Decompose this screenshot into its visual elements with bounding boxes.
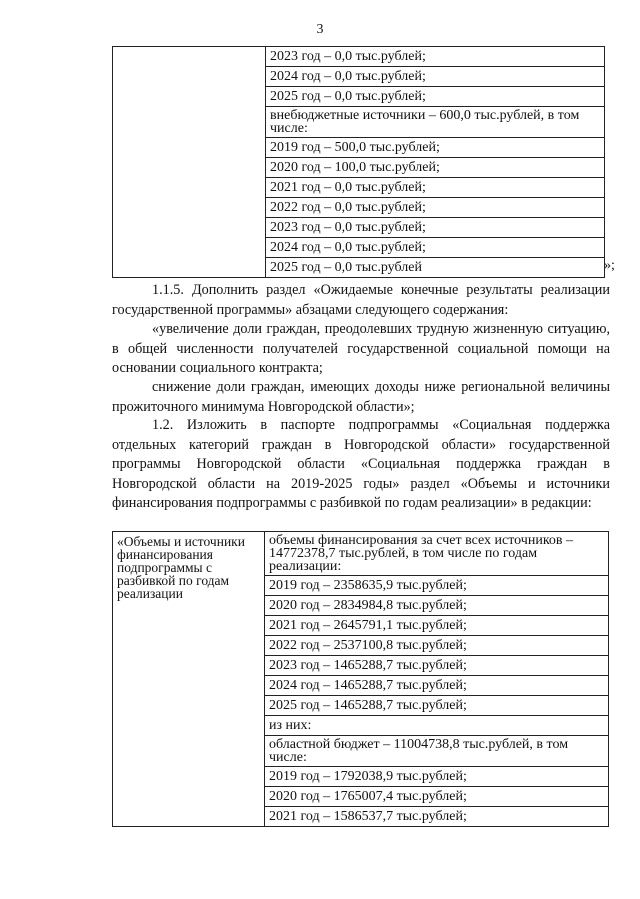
table-left-cell xyxy=(113,532,265,827)
table-right-cell xyxy=(265,532,609,827)
table-line: 2021 год – 0,0 тыс.рублей; xyxy=(266,178,604,198)
table-line: 2022 год – 2537100,8 тыс.рублей; xyxy=(265,636,608,656)
table-line: 2022 год – 0,0 тыс.рублей; xyxy=(266,198,604,218)
table-line: 2023 год – 1465288,7 тыс.рублей; xyxy=(265,656,608,676)
table-row xyxy=(113,532,609,827)
table-line: 2019 год – 500,0 тыс.рублей; xyxy=(266,138,604,158)
paragraph-1-2: 1.2. Изложить в паспорте подпрограммы «Социальная поддержка отдельных категорий граждан в Новгородской области» государственной программы Новгородской области «Социальная поддержка граждан в Новгородской области на 2019-2025 годы» раздел «Объемы и источники финансирования подпрограммы с разбивкой по годам реализации» в редакции: xyxy=(112,417,610,511)
funding-table-continued xyxy=(112,46,605,278)
table-line: 2024 год – 0,0 тыс.рублей; xyxy=(266,238,604,258)
table-left-text: «Объемы и источники финансирования подпрограммы с разбивкой по годам реализации xyxy=(117,534,245,601)
paragraph-1-1-5: 1.1.5. Дополнить раздел «Ожидаемые конечные результаты реализации государственной программы» абзацами следующего содержания: xyxy=(112,282,610,318)
table-line: 2024 год – 1465288,7 тыс.рублей; xyxy=(265,676,608,696)
table-line: 2025 год – 0,0 тыс.рублей xyxy=(270,260,422,275)
table-left-cell xyxy=(113,47,266,278)
table-line: из них: xyxy=(265,716,608,736)
table-line: 2023 год – 0,0 тыс.рублей; xyxy=(266,218,604,238)
table-line: 2021 год – 2645791,1 тыс.рублей; xyxy=(265,616,608,636)
table-right-cell xyxy=(266,47,605,278)
table-line: 2024 год – 0,0 тыс.рублей; xyxy=(266,67,604,87)
table-closing-quote: »; xyxy=(604,258,615,273)
table-line: 2025 год – 1465288,7 тыс.рублей; xyxy=(265,696,608,716)
table-line: 2020 год – 2834984,8 тыс.рублей; xyxy=(265,596,608,616)
funding-table xyxy=(112,531,609,827)
table-line: 2023 год – 0,0 тыс.рублей; xyxy=(266,47,604,67)
page-number: 3 xyxy=(316,22,324,37)
table-line: 2021 год – 1586537,7 тыс.рублей; xyxy=(269,809,467,824)
table-line: 2019 год – 2358635,9 тыс.рублей; xyxy=(265,576,608,596)
table-line: объемы финансирования за счет всех источников – 14772378,7 тыс.рублей, в том числе по годам реализации: xyxy=(265,532,608,576)
table-line: 2025 год – 0,0 тыс.рублей; xyxy=(266,87,604,107)
paragraph-quote-start: «увеличение доли граждан, преодолевших трудную жизненную ситуацию, в общей численности получателей государственной социальной помощи на основании социального контракта; xyxy=(112,321,610,376)
table-row xyxy=(113,47,605,278)
table-line: 2020 год – 1765007,4 тыс.рублей; xyxy=(265,787,608,807)
table-line: 2019 год – 1792038,9 тыс.рублей; xyxy=(265,767,608,787)
paragraph-quote-end: снижение доли граждан, имеющих доходы ниже региональной величины прожиточного минимума Новгородской области»; xyxy=(112,379,610,415)
table-line: областной бюджет – 11004738,8 тыс.рублей, в том числе: xyxy=(265,736,608,767)
table-line: 2020 год – 100,0 тыс.рублей; xyxy=(266,158,604,178)
table-left-text xyxy=(113,47,265,50)
table-line: внебюджетные источники – 600,0 тыс.рублей, в том числе: xyxy=(266,107,604,138)
